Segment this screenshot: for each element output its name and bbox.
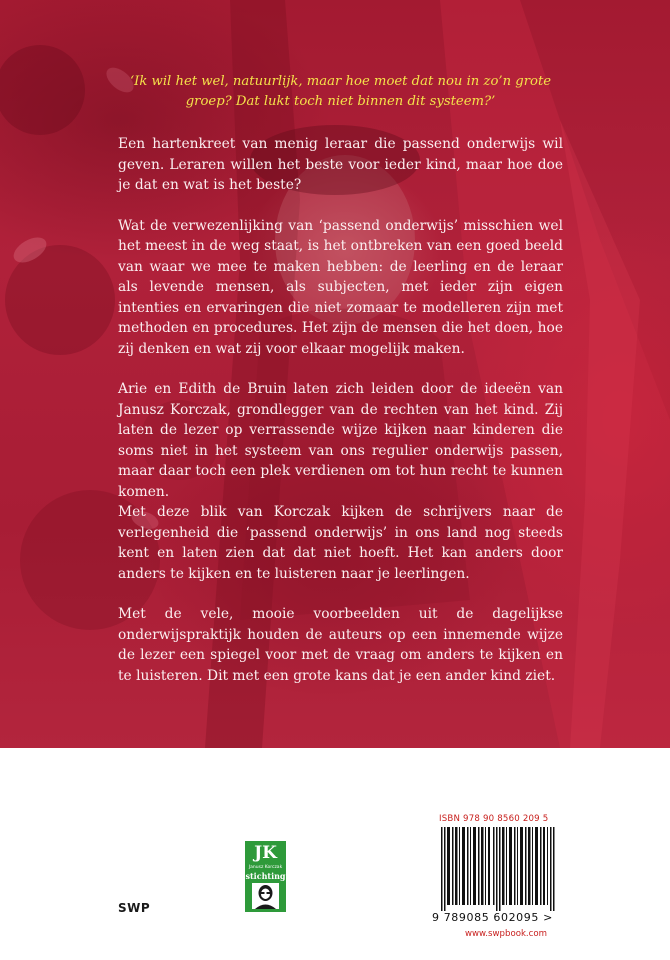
blurb-paragraph: Wat de verwezenlijking van ‘passend onderwijs’ misschien wel het meest in de weg staat, is het ontbreken van een goed beeld van waar we mee te maken hebben: de leerling en de leraar als levende mensen, als subjecten, met ieder zijn eigen intenties en ervaringen die niet zomaar te modelleren zijn met methoden en procedures. Het zijn de mensen die het doen, hoe zij denken en wat zij voor elkaar mogelijk maken.: [118, 217, 563, 357]
blurb-paragraph: Een hartenkreet van menig leraar die passend onderwijs wil geven. Leraren willen het beste voor ieder kind, maar hoe doe je dat en wat is het beste?: [118, 136, 563, 193]
barcode-digits: 9 789085 602095 >: [432, 911, 553, 924]
blurb-paragraph: Met de vele, mooie voorbeelden uit de dagelijkse onderwijspraktijk houden de auteurs op een innemende wijze de lezer een spiegel voor met de vraag om anders te kijken en te luisteren. Dit met een grote kans dat je een ander kind ziet.: [118, 606, 563, 684]
logo-letters: JK: [254, 843, 277, 863]
blurb: [118, 72, 563, 706]
publisher-logo: SWP: [118, 901, 151, 915]
portrait-icon: [252, 883, 279, 909]
isbn-label: ISBN 978 90 8560 209 5: [439, 814, 549, 824]
blurb-paragraph: Arie en Edith de Bruin laten zich leiden door de ideeën van Janusz Korczak, grondlegger van de rechten van het kind. Zij laten de lezer op verrassende wijze kijken naar kinderen die soms niet in het systeem van ons regulier onderwijs passen, maar daar toch een plek verdienen om tot hun recht te kunnen komen.: [118, 381, 563, 500]
logo-line-2: stichting: [245, 871, 286, 881]
korczak-foundation-logo: [245, 841, 286, 912]
barcode: [441, 827, 559, 911]
blurb-paragraph: Met deze blik van Korczak kijken de schrijvers naar de verlegenheid die ‘passend onderwijs’ in ons land nog steeds kent en laten zien dat dat niet hoeft. Het kan anders door anders te kijken en te luisteren naar je leerlingen.: [118, 504, 563, 582]
publisher-website: www.swpbook.com: [465, 929, 548, 939]
blurb-quote: ‘Ik wil het wel, natuurlijk, maar hoe moet dat nou in zo’n grote groep? Dat lukt toch niet binnen dit systeem?’: [129, 74, 552, 109]
logo-line-1: Janusz Korczak: [248, 865, 283, 870]
